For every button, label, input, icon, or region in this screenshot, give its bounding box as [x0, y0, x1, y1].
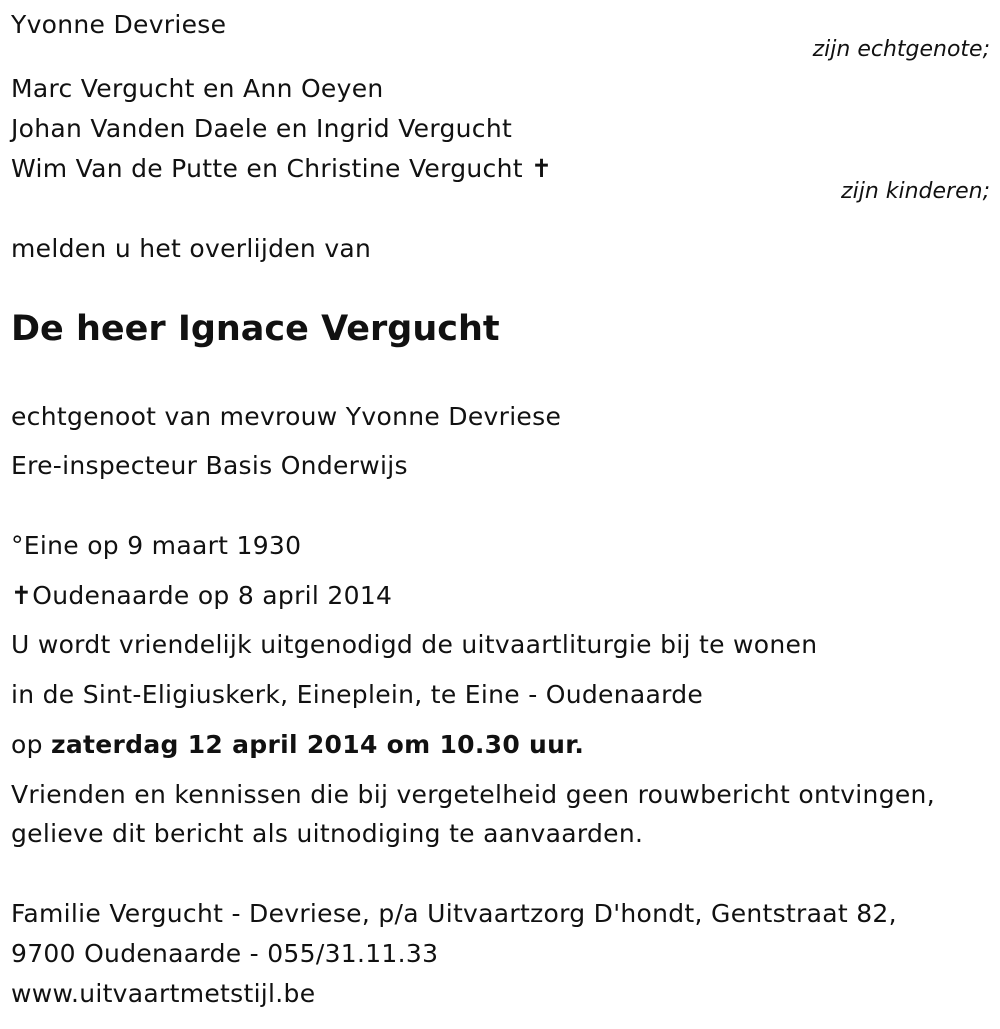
announce-text: melden u het overlijden van [11, 234, 372, 263]
deceased-title-line: Ere-inspecteur Basis Onderwijs [11, 451, 408, 480]
deceased-spouse-line: echtgenoot van mevrouw Yvonne Devriese [11, 402, 562, 431]
spouse-role: zijn echtgenote; [812, 37, 990, 62]
child-line: Marc Vergucht en Ann Oeyen [11, 74, 384, 103]
birth-line: °Eine op 9 maart 1930 [11, 531, 302, 560]
contact-line: Familie Vergucht - Devriese, p/a Uitvaartzorg D'hondt, Gentstraat 82, [11, 899, 897, 928]
location-line: in de Sint-Eligiuskerk, Eineplein, te Eine - Oudenaarde [11, 680, 704, 709]
note-line: gelieve dit bericht als uitnodiging te aanvaarden. [11, 819, 644, 848]
date-prefix: op [11, 730, 52, 759]
child-line: Johan Vanden Daele en Ingrid Vergucht [11, 114, 513, 143]
note-line: Vrienden en kennissen die bij vergetelheid geen rouwbericht ontvingen, [11, 780, 935, 809]
contact-line: 9700 Oudenaarde - 055/31.11.33 [11, 939, 439, 968]
child-line: Wim Van de Putte en Christine Vergucht ✝ [11, 154, 553, 183]
date-line [11, 730, 584, 760]
death-line: ✝Oudenaarde op 8 april 2014 [11, 581, 393, 610]
ceremony-date: zaterdag 12 april 2014 om 10.30 uur. [51, 730, 585, 759]
website-link[interactable]: www.uitvaartmetstijl.be [11, 979, 316, 1008]
spouse-name: Yvonne Devriese [11, 10, 227, 39]
children-role: zijn kinderen; [841, 179, 990, 204]
invite-line: U wordt vriendelijk uitgenodigd de uitvaartliturgie bij te wonen [11, 630, 818, 659]
deceased-name: De heer Ignace Vergucht [11, 309, 500, 349]
